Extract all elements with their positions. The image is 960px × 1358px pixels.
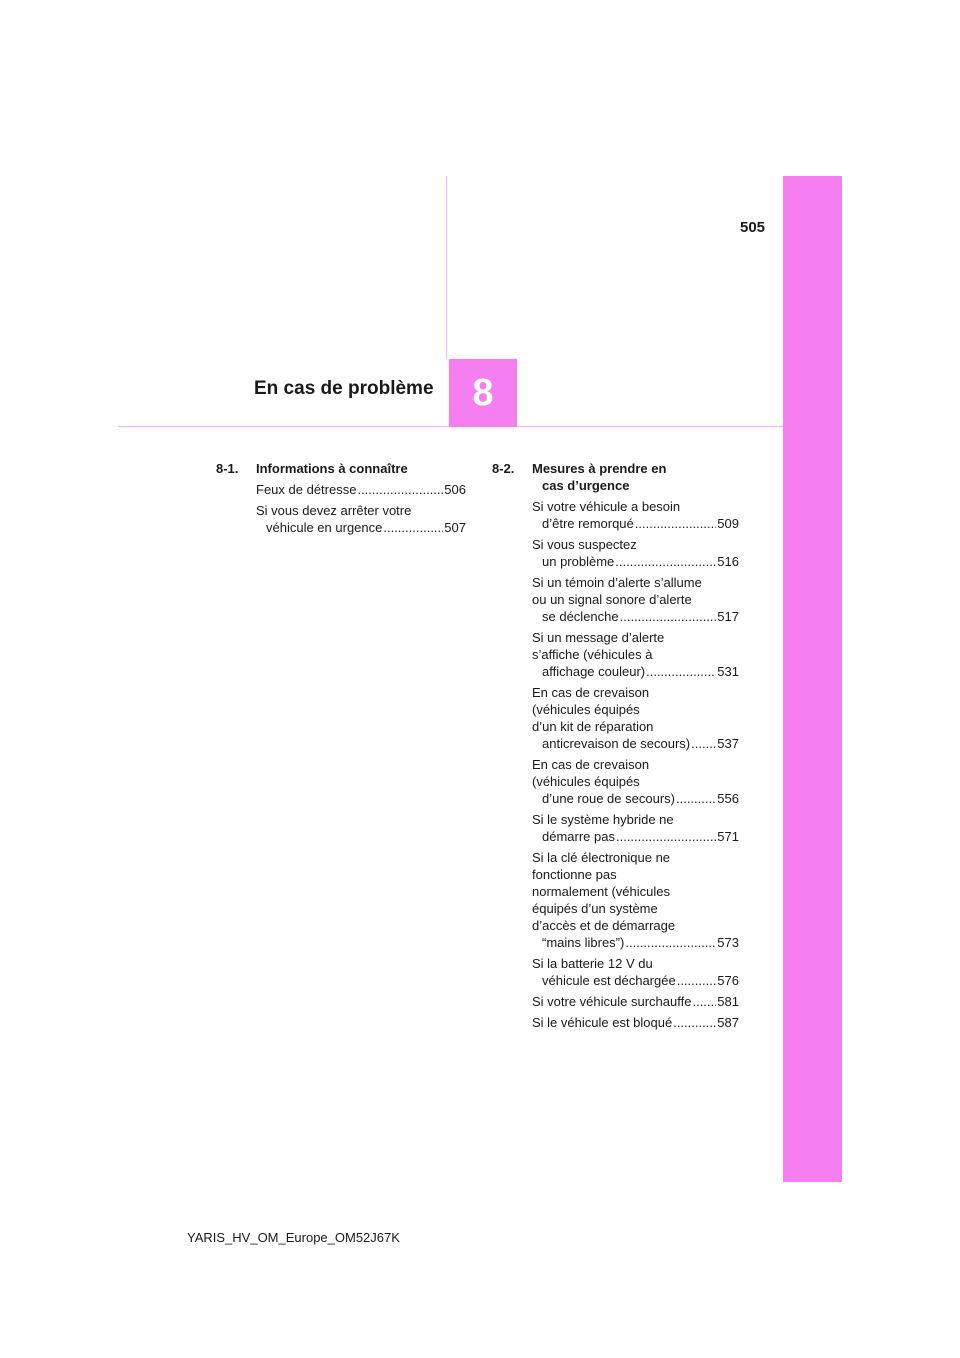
toc-entry-text: En cas de crevaison (véhicules équipés: [532, 757, 650, 789]
dot-leader: [616, 828, 716, 845]
section-heading: [492, 460, 739, 494]
toc-page-number: 573: [717, 935, 739, 950]
toc-entry-line: [256, 481, 466, 498]
section-number: 8-1.: [216, 461, 239, 476]
toc-entry-line: [532, 828, 739, 845]
toc-entry[interactable]: [532, 811, 739, 845]
vertical-divider: [446, 176, 447, 359]
toc-entry-text: Si la batterie 12 V du: [532, 956, 653, 971]
toc-entry-line: [532, 553, 739, 570]
chapter-tab-bar: [783, 176, 842, 1182]
toc-page-number: 516: [717, 554, 739, 569]
toc-entry-line: [532, 608, 739, 625]
toc-entry-line: [532, 515, 739, 532]
toc-entry-text: Si vous devez arrêter votre: [256, 503, 412, 518]
toc-entry-line: [532, 972, 739, 989]
dot-leader: [677, 972, 717, 989]
toc-entry-line: [532, 663, 739, 680]
toc-page-number: 576: [717, 973, 739, 988]
toc-page-number: 531: [717, 664, 739, 679]
section-heading: [216, 460, 466, 477]
toc-entries: [216, 481, 466, 536]
toc-entry[interactable]: [256, 502, 466, 536]
toc-entry-text: Si vous suspectez: [532, 537, 637, 552]
section-title: Informations à connaître: [256, 461, 408, 476]
toc-entry-text: démarre pas: [542, 829, 615, 844]
toc-column-right: [492, 460, 739, 1031]
toc-page-number: 571: [717, 829, 739, 844]
toc-entry-text: Si le système hybride ne: [532, 812, 674, 827]
dot-leader: [691, 735, 716, 752]
toc-page-number: 587: [717, 1015, 739, 1030]
footer-document-code: YARIS_HV_OM_Europe_OM52J67K: [187, 1230, 400, 1245]
toc-page-number: 506: [444, 482, 466, 497]
toc-entry[interactable]: [256, 481, 466, 498]
toc-page-number: 556: [717, 791, 739, 806]
chapter-title: En cas de problème: [254, 378, 434, 399]
dot-leader: [676, 790, 716, 807]
toc-entry-text: En cas de crevaison (véhicules équipés d’un kit de réparation: [532, 685, 654, 734]
toc-column-left: [216, 460, 466, 536]
toc-entry-text: un problème: [542, 554, 615, 569]
toc-page-number: 507: [444, 520, 466, 535]
dot-leader: [635, 515, 717, 532]
toc-page-number: 517: [717, 609, 739, 624]
toc-entry-line: [256, 519, 466, 536]
toc-entry[interactable]: [532, 684, 739, 752]
dot-leader: [620, 608, 717, 625]
toc-entry[interactable]: [532, 498, 739, 532]
toc-entry-text: anticrevaison de secours): [542, 736, 691, 751]
toc-entry-text: véhicule en urgence: [266, 520, 383, 535]
page-number: 505: [740, 219, 766, 236]
toc-entry-line: [532, 790, 739, 807]
toc-entry-text: Si un message d’alerte s’affiche (véhicules à: [532, 630, 665, 662]
toc-entry-text: Si la clé électronique ne fonctionne pas normalement (véhicules équipés d’un système d’accès et de démarrage: [532, 850, 676, 933]
toc-entries: [492, 498, 739, 1031]
toc-entry[interactable]: [532, 756, 739, 807]
toc-entry-text: Feux de détresse: [256, 482, 357, 497]
toc-entry-text: Si votre véhicule surchauffe: [532, 994, 692, 1009]
chapter-number-box: [449, 359, 517, 427]
dot-leader: [646, 663, 716, 680]
section-title: Mesures à prendre en cas d’urgence: [532, 461, 667, 493]
toc-entry-text: d’être remorqué: [542, 516, 634, 531]
toc-entry-text: véhicule est déchargée: [542, 973, 676, 988]
dot-leader: [383, 519, 443, 536]
toc-entry[interactable]: [532, 1014, 739, 1031]
toc-entry[interactable]: [532, 849, 739, 951]
toc-entry-line: [532, 735, 739, 752]
toc-entry-line: [532, 934, 739, 951]
dot-leader: [357, 481, 443, 498]
dot-leader: [615, 553, 716, 570]
toc-entry-text: “mains libres”): [542, 935, 625, 950]
toc-page-number: 537: [717, 736, 739, 751]
chapter-number: 8: [472, 371, 494, 414]
toc-entry-line: [532, 1014, 739, 1031]
toc-page-number: 581: [717, 994, 739, 1009]
toc-entry-text: Si votre véhicule a besoin: [532, 499, 681, 514]
toc-page-number: 509: [717, 516, 739, 531]
toc-entry[interactable]: [532, 536, 739, 570]
toc-entry[interactable]: [532, 629, 739, 680]
toc-entry-text: Si un témoin d’alerte s’allume ou un signal sonore d’alerte: [532, 575, 702, 607]
toc-entry-text: affichage couleur): [542, 664, 646, 679]
dot-leader: [625, 934, 716, 951]
section-number: 8-2.: [492, 461, 515, 476]
toc-entry-text: Si le véhicule est bloqué: [532, 1015, 673, 1030]
toc-entry[interactable]: [532, 993, 739, 1010]
dot-leader: [692, 993, 716, 1010]
toc-entry-line: [532, 993, 739, 1010]
toc-entry-text: se déclenche: [542, 609, 619, 624]
toc-entry[interactable]: [532, 574, 739, 625]
dot-leader: [673, 1014, 716, 1031]
toc-entry-text: d’une roue de secours): [542, 791, 675, 806]
toc-entry[interactable]: [532, 955, 739, 989]
